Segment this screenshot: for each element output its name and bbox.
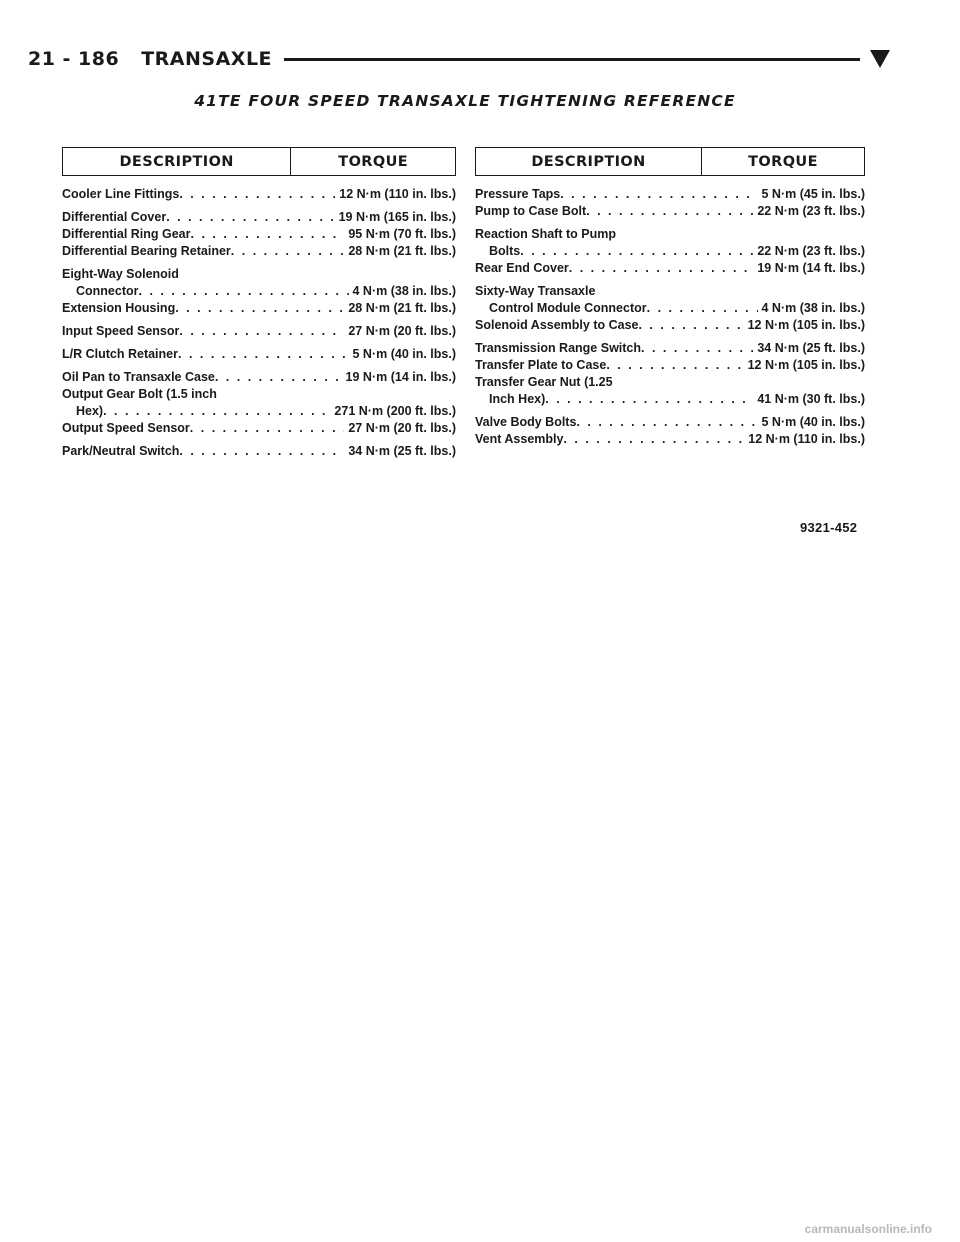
row-line: [62, 403, 456, 420]
leader-dots: [647, 300, 758, 317]
torque-value: 5 N·m (40 in. lbs.): [761, 415, 865, 429]
description-text: Oil Pan to Transaxle Case: [62, 370, 215, 384]
torque-value: 22 N·m (23 ft. lbs.): [757, 244, 865, 258]
header-rule: [284, 58, 860, 61]
torque-table-right: [475, 147, 865, 454]
description-text: Solenoid Assembly to Case: [475, 318, 639, 332]
torque-value: 5 N·m (40 in. lbs.): [352, 347, 456, 361]
description-text: Connector: [76, 284, 139, 298]
description-text: Sixty-Way Transaxle: [475, 284, 596, 298]
document-title: 41TE FOUR SPEED TRANSAXLE TIGHTENING REFERENCE: [194, 92, 736, 110]
table-row: [475, 431, 865, 448]
leader-dots: [641, 340, 753, 357]
torque-value: 41 N·m (30 ft. lbs.): [757, 392, 865, 406]
row-line: [475, 431, 865, 448]
leader-dots: [606, 357, 743, 374]
description-text: Differential Cover: [62, 210, 167, 224]
description-text: Hex): [76, 404, 104, 418]
torque-header: TORQUE: [748, 153, 818, 170]
description-text: Differential Ring Gear: [62, 227, 191, 241]
leader-dots: [520, 243, 753, 260]
table-row: [62, 243, 456, 260]
row-line: [475, 203, 865, 220]
row-line: [62, 386, 456, 403]
row-line: [475, 317, 865, 334]
torque-value: 271 N·m (200 ft. lbs.): [334, 404, 456, 418]
description-text: Park/Neutral Switch: [62, 444, 180, 458]
page-number: 21 - 186: [28, 48, 120, 70]
leader-dots: [179, 186, 335, 203]
description-text: Rear End Cover: [475, 261, 569, 275]
description-text: Transfer Gear Nut (1.25: [475, 375, 613, 389]
leader-dots: [103, 403, 330, 420]
description-text: Reaction Shaft to Pump: [475, 227, 616, 241]
torque-value: 27 N·m (20 ft. lbs.): [348, 324, 456, 338]
down-triangle-icon: [870, 50, 890, 68]
table-row: [475, 226, 865, 260]
leader-dots: [139, 283, 349, 300]
row-line: [475, 226, 865, 243]
torque-value: 12 N·m (110 in. lbs.): [339, 187, 456, 201]
leader-dots: [569, 260, 754, 277]
leader-dots: [563, 431, 744, 448]
torque-value: 12 N·m (110 in. lbs.): [748, 432, 865, 446]
torque-value: 4 N·m (38 in. lbs.): [761, 301, 865, 315]
table-row: [475, 317, 865, 334]
description-header: DESCRIPTION: [476, 148, 702, 175]
row-line: [475, 186, 865, 203]
row-line: [62, 443, 456, 460]
page-header: [28, 44, 890, 74]
row-line: [475, 283, 865, 300]
row-line: [475, 300, 865, 317]
table-header: [475, 147, 865, 176]
leader-dots: [166, 209, 334, 226]
torque-value: 12 N·m (105 in. lbs.): [747, 358, 865, 372]
torque-value: 4 N·m (38 in. lbs.): [352, 284, 456, 298]
leader-dots: [179, 323, 344, 340]
table-row: [62, 346, 456, 363]
row-line: [62, 243, 456, 260]
table-row: [62, 323, 456, 340]
description-text: Vent Assembly: [475, 432, 564, 446]
torque-value: 22 N·m (23 ft. lbs.): [757, 204, 865, 218]
row-line: [62, 369, 456, 386]
torque-value: 27 N·m (20 ft. lbs.): [348, 421, 456, 435]
leader-dots: [215, 369, 342, 386]
torque-table-left: [62, 147, 456, 466]
row-line: [62, 266, 456, 283]
torque-header: TORQUE: [338, 153, 409, 170]
row-line: [475, 260, 865, 277]
table-row: [62, 186, 456, 203]
leader-dots: [190, 420, 345, 437]
figure-code: 9321-452: [800, 520, 858, 535]
row-line: [62, 323, 456, 340]
description-text: Output Gear Bolt (1.5 inch: [62, 387, 217, 401]
description-text: Pump to Case Bolt: [475, 204, 587, 218]
section-title: TRANSAXLE: [141, 48, 273, 70]
torque-value: 34 N·m (25 ft. lbs.): [348, 444, 456, 458]
table-row: [475, 186, 865, 203]
leader-dots: [178, 346, 349, 363]
torque-value: 12 N·m (105 in. lbs.): [747, 318, 865, 332]
torque-value: 19 N·m (14 in. lbs.): [345, 370, 456, 384]
description-text: Transfer Plate to Case: [475, 358, 607, 372]
table-row: [475, 357, 865, 374]
row-line: [62, 209, 456, 226]
row-line: [475, 414, 865, 431]
leader-dots: [638, 317, 743, 334]
leader-dots: [576, 414, 757, 431]
description-text: Extension Housing: [62, 301, 176, 315]
torque-value: 19 N·m (14 ft. lbs.): [757, 261, 865, 275]
table-row: [475, 340, 865, 357]
table-row: [475, 203, 865, 220]
description-text: Control Module Connector: [489, 301, 647, 315]
torque-value: 19 N·m (165 in. lbs.): [338, 210, 456, 224]
table-header: [62, 147, 456, 176]
table-row: [62, 420, 456, 437]
leader-dots: [560, 186, 757, 203]
row-line: [62, 420, 456, 437]
table-row: [62, 300, 456, 317]
description-text: L/R Clutch Retainer: [62, 347, 178, 361]
description-text: Pressure Taps: [475, 187, 561, 201]
description-text: Transmission Range Switch: [475, 341, 642, 355]
table-row: [475, 374, 865, 408]
description-text: Differential Bearing Retainer: [62, 244, 231, 258]
torque-value: 28 N·m (21 ft. lbs.): [348, 301, 456, 315]
description-text: Output Speed Sensor: [62, 421, 190, 435]
description-text: Eight-Way Solenoid: [62, 267, 179, 281]
table-row: [475, 414, 865, 431]
entries-list: [62, 186, 456, 460]
description-header: DESCRIPTION: [63, 148, 291, 175]
description-text: Inch Hex): [489, 392, 546, 406]
row-line: [62, 346, 456, 363]
description-text: Valve Body Bolts: [475, 415, 577, 429]
leader-dots: [179, 443, 344, 460]
row-line: [475, 391, 865, 408]
row-line: [62, 300, 456, 317]
description-text: Cooler Line Fittings: [62, 187, 180, 201]
row-line: [475, 243, 865, 260]
leader-dots: [175, 300, 344, 317]
description-text: Bolts: [489, 244, 521, 258]
table-row: [62, 369, 456, 386]
row-line: [62, 186, 456, 203]
footer-watermark: carmanualsonline.info: [804, 1222, 932, 1236]
leader-dots: [586, 203, 753, 220]
table-row: [475, 283, 865, 317]
row-line: [62, 226, 456, 243]
torque-value: 5 N·m (45 in. lbs.): [761, 187, 865, 201]
leader-dots: [191, 226, 345, 243]
table-row: [62, 443, 456, 460]
row-line: [62, 283, 456, 300]
table-row: [62, 209, 456, 226]
torque-value: 95 N·m (70 ft. lbs.): [348, 227, 456, 241]
row-line: [475, 340, 865, 357]
torque-value: 34 N·m (25 ft. lbs.): [757, 341, 865, 355]
leader-dots: [545, 391, 753, 408]
row-line: [475, 374, 865, 391]
table-row: [475, 260, 865, 277]
table-row: [62, 226, 456, 243]
leader-dots: [231, 243, 345, 260]
table-row: [62, 266, 456, 300]
description-text: Input Speed Sensor: [62, 324, 180, 338]
row-line: [475, 357, 865, 374]
torque-value: 28 N·m (21 ft. lbs.): [348, 244, 456, 258]
table-row: [62, 386, 456, 420]
entries-list: [475, 186, 865, 448]
